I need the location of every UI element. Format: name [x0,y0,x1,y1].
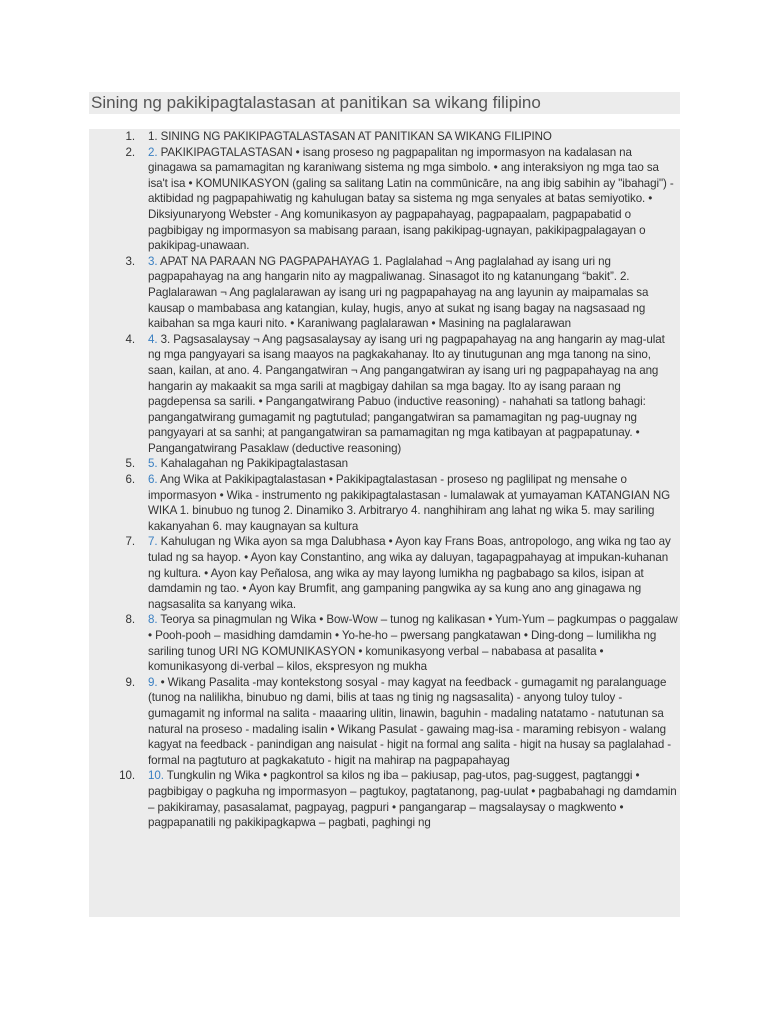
list-item-text: Tungkulin ng Wika • pagkontrol sa kilos ng iba – pakiusap, pag-utos, pag-suggest, pagtanggi • pagbibigay o pagkuha ng impormasyon – pagtukoy, pagtatanong, pag-uulat • pagbabahagi ng damdamin – pakikiramay, pasasalamat, pagpayag, pagpuri • pangangarap – magsalaysay o magkwento • pagpapanatili ng pakikipagkapwa – pagbati, paghingi ng [148,769,677,830]
list-item [89,768,680,830]
list-item [89,332,680,457]
list-item-text: Kahalagahan ng Pakikipagtalastasan [157,457,349,471]
list-item-text: SINING NG PAKIKIPAGTALASTASAN AT PANITIKAN SA WIKANG FILIPINO [157,130,552,143]
list-item [89,145,680,254]
list-item-number: 3. [125,254,135,268]
list-item-number: 6. [125,473,135,487]
list-item-number: 8. [125,613,135,627]
list-item-number: 1. [125,130,135,143]
list-item-text: APAT NA PARAAN NG PAGPAPAHAYAG 1. Paglalahad ¬ Ang paglalahad ay isang uri ng pagpapahayag na ang hangarin nito ay magpaliwanag. Sinasagot ito ng katanungang “bakit”. 2. Paglalarawan ¬ Ang paglalarawan ay isang uri ng pagpapahayag na ang layunin ay maipamalas sa kausap o mambabasa ang katangian, kulay, hugis, anyo at sukat ng isang bagay na nagsasaad ng kaibahan sa mga kauri nito. • Karaniwang paglalarawan • Masining na paglalarawan [148,254,649,331]
list-item-text: • Wikang Pasalita -may kontekstong sosyal - may kagyat na feedback - gumagamit ng paralanguage (tunog na nalilikha, binubuo ng dami, bilis at taas ng tinig ng nagsasalita) - anyong tuloy tuloy - gumagamit ng informal na salita - maaaring ulitin, linawin, baguhin - madaling natatamo - natutunan sa natural na proseso - madaling isalin • Wikang Pasulat - gawaing mag-isa - maraming rebisyon - walang kagyat na feedback - panindigan ang naisulat - higit na formal ang salita - higit na husay sa paglalahad - formal na pagtuturo at pagkakatuto - higit na mahirap na pagpapahayag [148,675,672,767]
list-item [89,612,680,674]
slide-link[interactable]: 2. [148,145,158,159]
list-item-number: 2. [125,145,135,159]
slide-link[interactable]: 4. [148,332,158,346]
list-item [89,534,680,612]
list-item-number: 10. [119,769,135,783]
slide-link[interactable]: 3. [148,254,158,268]
list-item [89,456,680,472]
list-item-text: Kahulugan ng Wika ayon sa mga Dalubhasa • Ayon kay Frans Boas, antropologo, ang wika ng tao ay tulad ng sa hayop. • Ayon kay Constantino, ang wika ay daluyan, tagapagpahayag at impukan-kuhanan ng kultura. • Ayon kay Peñalosa, ang wika ay may layong lumikha ng pagbabago sa kilos, isipan at damdamin ng tao. • Ayon kay Brumfit, ang gampaning pangwika ay sa kung ano ang ginagawa ng nagsasalita sa kanyang wika. [148,535,671,611]
slide-link: 1. [148,130,158,143]
list-item-number: 9. [125,675,135,689]
content-panel [89,129,680,917]
list-item-text: Teorya sa pinagmulan ng Wika • Bow-Wow – tunog ng kalikasan • Yum-Yum – pagkumpas o paggalaw • Pooh-pooh – masidhing damdamin • Yo-he-ho – pwersang pangkatawan • Ding-dong – lumilikha ng sariling tunog URI NG KOMUNIKASYON • komunikasyong verbal – nababasa at pasalita • komunikasyong di-verbal – kilos, ekspresyon ng mukha [148,613,678,674]
page-title-bar [89,92,680,114]
list-item-text: 3. Pagsasalaysay ¬ Ang pagsasalaysay ay isang uri ng pagpapahayag na ang hangarin ay mag-ulat ng mga pangyayari sa isang maayos na pagkakahanay. Ito ay tinutugunan ang mga tanong na sino, saan, kailan, at ano. 4. Pangangatwiran ¬ Ang pangangatwiran ay isang uri ng pagpapahayag na ang hangarin ay makaakit sa mga sarili at magbigay dahilan sa mga bagay. Ito ay isang paraan ng pagdepensa sa sarili. • Pangangatwirang Pabuo (inductive reasoning) - nahahati sa tatlong bahagi: pangangatwirang gumagamit ng pagtutulad; pangangatwiran sa pamamagitan ng pag-uugnay ng pangyayari at sa sanhi; at pangangatwiran sa pamamagitan ng mga katibayan at pagpapatunay. • Pangangatwirang Pasaklaw (deductive reasoning) [148,332,665,455]
slide-link[interactable]: 8. [148,613,158,627]
list-item-text: Ang Wika at Pakikipagtalastasan • Pakikipagtalastasan - proseso ng paglilipat ng mensahe o impormasyon • Wika - instrumento ng pakikipagtalastasan - lumalawak at yumayaman KATANGIAN NG WIKA 1. binubuo ng tunog 2. Dinamiko 3. Arbitraryo 4. nanghihiram ang lahat ng wika 5. may sariling kakanyahan 6. may kaugnayan sa kultura [148,473,671,533]
page-title: Sining ng pakikipagtalastasan at panitikan sa wikang filipino [91,93,541,112]
list-item-number: 5. [125,457,135,471]
list-item-number: 7. [125,535,135,549]
slide-link[interactable]: 5. [148,457,158,471]
slide-link[interactable]: 6. [148,473,158,487]
list-item [89,254,680,332]
list-item-number: 4. [125,332,135,346]
slide-link[interactable]: 10. [148,769,164,783]
list-item [89,472,680,534]
slide-link[interactable]: 7. [148,535,158,549]
list-item [89,129,680,145]
list-item [89,675,680,769]
list-item-text: PAKIKIPAGTALASTASAN • isang proseso ng pagpapalitan ng impormasyon na kadalasan na ginagawa sa pamamagitan ng karaniwang sistema ng mga simbolo. • ang interaksiyon ng mga tao sa isa't isa • KOMUNIKASYON (galing sa salitang Latin na commūnicāre, na ang ibig sabihin ay "ibahagi") - aktibidad ng pagpapahiwatig ng kahulugan batay sa sistema ng mga senyales at batas semiyotiko. • Diksiyunaryong Webster - Ang komunikasyon ay pagpapahayag, pagpapaalam, pagpapabatid o pagbibigay ng impormasyon sa mabisang paraan, isang pakikipag-ugnayan, pakikipagpalagayan o pakikipag-unawaan. [148,145,674,253]
slide-list [89,129,680,831]
slide-link[interactable]: 9. [148,675,158,689]
